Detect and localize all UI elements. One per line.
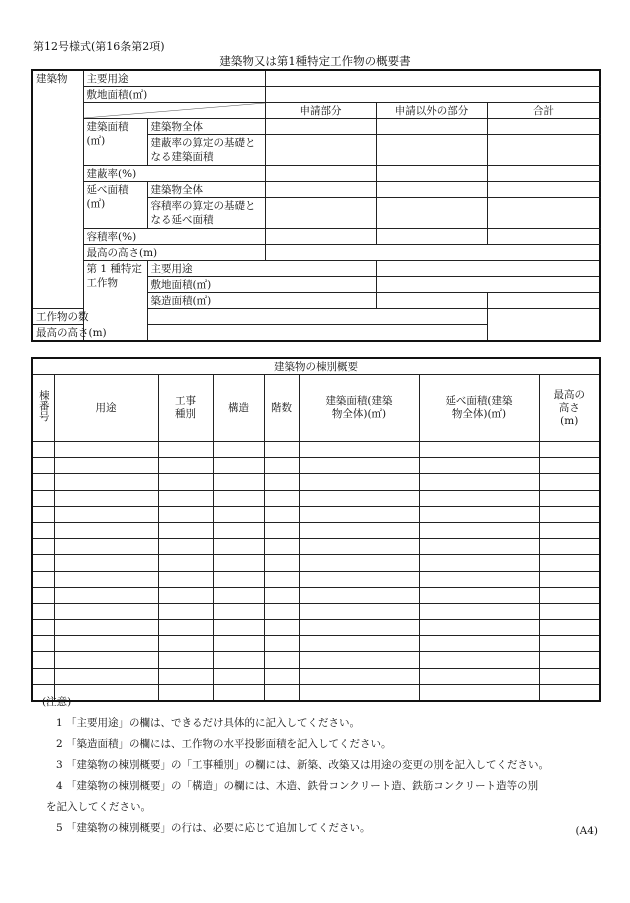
- detail-cell[interactable]: [158, 506, 213, 522]
- detail-cell[interactable]: [419, 442, 539, 458]
- coverage-ratio-label: 建蔽率(%): [83, 166, 265, 182]
- cell[interactable]: [487, 182, 600, 198]
- header-work-type: 工事種別: [158, 375, 213, 442]
- detail-cell[interactable]: [539, 603, 600, 619]
- structure-max-height-value[interactable]: [147, 325, 487, 342]
- detail-cell[interactable]: [419, 539, 539, 555]
- detail-cell[interactable]: [299, 571, 419, 587]
- detail-cell[interactable]: [264, 668, 299, 684]
- building-section-label: 建築物: [32, 70, 83, 309]
- detail-cell[interactable]: [54, 490, 158, 506]
- detail-cell[interactable]: [264, 458, 299, 474]
- detail-cell[interactable]: [32, 603, 54, 619]
- detail-row: [32, 522, 600, 538]
- whole-building-label: 建築物全体: [147, 119, 265, 135]
- detail-cell[interactable]: [419, 458, 539, 474]
- detail-cell[interactable]: [299, 668, 419, 684]
- detail-cell[interactable]: [54, 474, 158, 490]
- detail-cell[interactable]: [32, 636, 54, 652]
- detail-cell[interactable]: [32, 539, 54, 555]
- detail-cell[interactable]: [299, 539, 419, 555]
- detail-cell[interactable]: [158, 587, 213, 603]
- detail-cell[interactable]: [539, 571, 600, 587]
- detail-cell[interactable]: [539, 555, 600, 571]
- paper-size-label: (A4): [575, 825, 598, 837]
- cell[interactable]: [487, 119, 600, 135]
- col-total-header: 合計: [487, 103, 600, 119]
- detail-row: [32, 603, 600, 619]
- detail-row: [32, 636, 600, 652]
- detail-cell[interactable]: [539, 506, 600, 522]
- detail-cell[interactable]: [539, 490, 600, 506]
- document-title: 建築物又は第1種特定工作物の概要書: [219, 54, 411, 68]
- floor-area-label: [83, 182, 147, 229]
- detail-cell[interactable]: [419, 571, 539, 587]
- detail-cell[interactable]: [158, 603, 213, 619]
- detail-row: [32, 652, 600, 668]
- detail-cell[interactable]: [264, 652, 299, 668]
- detail-cell[interactable]: [419, 620, 539, 636]
- detail-cell[interactable]: [54, 458, 158, 474]
- cell[interactable]: [265, 119, 376, 135]
- detail-cell[interactable]: [32, 555, 54, 571]
- detail-cell[interactable]: [32, 587, 54, 603]
- whole-building-label-2: 建築物全体: [147, 182, 265, 198]
- cell[interactable]: [265, 198, 376, 229]
- site-area-label: 敷地面積(㎡): [83, 87, 265, 103]
- detail-cell[interactable]: [419, 603, 539, 619]
- detail-cell[interactable]: [539, 587, 600, 603]
- detail-cell[interactable]: [54, 506, 158, 522]
- detail-cell[interactable]: [158, 522, 213, 538]
- detail-cell[interactable]: [213, 668, 264, 684]
- detail-cell[interactable]: [539, 458, 600, 474]
- detail-cell[interactable]: [32, 652, 54, 668]
- detail-cell[interactable]: [158, 474, 213, 490]
- detail-cell[interactable]: [158, 668, 213, 684]
- detail-cell[interactable]: [539, 636, 600, 652]
- diagonal-blank-cell: [83, 103, 265, 119]
- construction-area-label: 築造面積(㎡): [147, 293, 376, 309]
- detail-cell[interactable]: [264, 490, 299, 506]
- detail-cell[interactable]: [54, 522, 158, 538]
- detail-cell[interactable]: [539, 442, 600, 458]
- structure-site-area-label: 敷地面積(㎡): [147, 277, 376, 293]
- detail-cell[interactable]: [264, 442, 299, 458]
- detail-cell[interactable]: [539, 652, 600, 668]
- detail-row: [32, 587, 600, 603]
- detail-cell[interactable]: [54, 636, 158, 652]
- detail-cell[interactable]: [158, 539, 213, 555]
- note-item: 4 「建築物の棟別概要」の「構造」の欄には、木造、鉄骨コンクリート造、鉄筋コンクリート造等の別: [56, 780, 539, 792]
- header-bldg-no-text: 棟番号: [37, 390, 50, 422]
- detail-cell[interactable]: [264, 603, 299, 619]
- detail-cell[interactable]: [213, 442, 264, 458]
- form-number: 第12号様式(第16条第2項): [33, 40, 165, 53]
- structure-section-label: 第 1 種特定工作物: [83, 261, 147, 342]
- detail-cell[interactable]: [158, 490, 213, 506]
- cell[interactable]: [487, 166, 600, 182]
- detail-cell[interactable]: [32, 442, 54, 458]
- detail-cell[interactable]: [54, 603, 158, 619]
- detail-cell[interactable]: [32, 668, 54, 684]
- coverage-base-area-label: 建蔽率の算定の基礎となる建築面積: [147, 135, 265, 166]
- detail-cell[interactable]: [419, 490, 539, 506]
- cell[interactable]: [376, 293, 487, 309]
- cell[interactable]: [487, 135, 600, 166]
- site-area-value[interactable]: [265, 87, 600, 103]
- detail-cell[interactable]: [419, 587, 539, 603]
- detail-row: [32, 442, 600, 458]
- cell[interactable]: [265, 182, 376, 198]
- structure-main-use-value[interactable]: [376, 261, 600, 277]
- note-item: 5 「建築物の棟別概要」の行は、必要に応じて追加してください。: [56, 822, 371, 834]
- header-floors: 階数: [264, 375, 299, 442]
- detail-cell[interactable]: [299, 458, 419, 474]
- detail-cell[interactable]: [299, 506, 419, 522]
- notes-heading: (注意): [42, 696, 72, 708]
- detail-cell[interactable]: [299, 522, 419, 538]
- detail-cell[interactable]: [299, 555, 419, 571]
- cell[interactable]: [376, 119, 487, 135]
- cell[interactable]: [265, 166, 376, 182]
- header-floor-area: 延べ面積(建築物全体)(㎡): [419, 375, 539, 442]
- detail-cell[interactable]: [213, 474, 264, 490]
- detail-row: [32, 474, 600, 490]
- col-other-header: 申請以外の部分: [376, 103, 487, 119]
- header-height: 最高の高さ(m): [539, 375, 600, 442]
- structure-count-label: 工作物の数: [32, 309, 147, 325]
- cell[interactable]: [265, 229, 376, 245]
- detail-cell[interactable]: [299, 587, 419, 603]
- header-bldg-no: [32, 375, 54, 442]
- detail-cell[interactable]: [264, 539, 299, 555]
- max-height-value[interactable]: [265, 245, 600, 261]
- detail-cell[interactable]: [158, 652, 213, 668]
- header-bldg-area: 建築面積(建築物全体)(㎡): [299, 375, 419, 442]
- detail-cell[interactable]: [419, 474, 539, 490]
- detail-cell[interactable]: [54, 442, 158, 458]
- detail-cell[interactable]: [539, 474, 600, 490]
- detail-cell[interactable]: [264, 587, 299, 603]
- detail-cell[interactable]: [264, 555, 299, 571]
- detail-cell[interactable]: [299, 652, 419, 668]
- structure-count-value[interactable]: [147, 309, 487, 325]
- cell[interactable]: [376, 182, 487, 198]
- detail-cell[interactable]: [32, 522, 54, 538]
- detail-cell[interactable]: [32, 474, 54, 490]
- structure-max-height-label: 最高の高さ(m): [32, 325, 147, 342]
- far-ratio-label: 容積率(%): [83, 229, 265, 245]
- detail-cell[interactable]: [32, 458, 54, 474]
- detail-table-title: 建築物の棟別概要: [32, 358, 600, 375]
- cell[interactable]: [376, 229, 487, 245]
- detail-cell[interactable]: [158, 555, 213, 571]
- detail-cell[interactable]: [539, 522, 600, 538]
- detail-cell[interactable]: [419, 506, 539, 522]
- note-item-continued: を記入してください。: [46, 801, 151, 813]
- detail-cell[interactable]: [54, 620, 158, 636]
- overview-table: [31, 69, 601, 342]
- header-structure: 構造: [213, 375, 264, 442]
- cell[interactable]: [376, 166, 487, 182]
- floor-area-unit: (㎡): [86, 198, 106, 210]
- detail-row: [32, 458, 600, 474]
- detail-cell[interactable]: [158, 571, 213, 587]
- detail-cell[interactable]: [213, 506, 264, 522]
- detail-cell[interactable]: [213, 522, 264, 538]
- detail-cell[interactable]: [213, 458, 264, 474]
- cell[interactable]: [487, 198, 600, 229]
- detail-cell[interactable]: [539, 668, 600, 684]
- detail-row: [32, 620, 600, 636]
- detail-cell[interactable]: [264, 522, 299, 538]
- detail-cell[interactable]: [419, 636, 539, 652]
- floor-area-text: 延べ面積: [86, 184, 129, 196]
- far-base-area-label: 容積率の算定の基礎となる延べ面積: [147, 198, 265, 229]
- detail-cell[interactable]: [213, 555, 264, 571]
- building-detail-table: [31, 357, 601, 702]
- detail-cell[interactable]: [419, 652, 539, 668]
- detail-cell[interactable]: [54, 668, 158, 684]
- detail-cell[interactable]: [299, 603, 419, 619]
- detail-row: [32, 571, 600, 587]
- detail-cell[interactable]: [213, 603, 264, 619]
- detail-cell[interactable]: [299, 620, 419, 636]
- detail-cell[interactable]: [264, 506, 299, 522]
- detail-row: [32, 668, 600, 684]
- detail-cell[interactable]: [54, 587, 158, 603]
- detail-cell[interactable]: [213, 587, 264, 603]
- detail-cell[interactable]: [213, 539, 264, 555]
- detail-cell[interactable]: [158, 458, 213, 474]
- building-area-label: [83, 119, 147, 166]
- detail-cell[interactable]: [32, 620, 54, 636]
- max-height-label: 最高の高さ(m): [83, 245, 265, 261]
- detail-cell[interactable]: [158, 620, 213, 636]
- detail-cell[interactable]: [299, 442, 419, 458]
- structure-main-use-label: 主要用途: [147, 261, 376, 277]
- detail-cell[interactable]: [54, 571, 158, 587]
- detail-row: [32, 539, 600, 555]
- detail-cell[interactable]: [213, 652, 264, 668]
- detail-cell[interactable]: [539, 620, 600, 636]
- diagonal-line: [84, 103, 265, 118]
- cell[interactable]: [487, 293, 600, 309]
- detail-cell[interactable]: [158, 636, 213, 652]
- detail-cell[interactable]: [264, 636, 299, 652]
- header-use: 用途: [54, 375, 158, 442]
- detail-cell[interactable]: [54, 652, 158, 668]
- detail-row: [32, 506, 600, 522]
- cell[interactable]: [376, 135, 487, 166]
- detail-cell[interactable]: [54, 555, 158, 571]
- detail-cell[interactable]: [299, 474, 419, 490]
- detail-cell[interactable]: [419, 555, 539, 571]
- detail-cell[interactable]: [158, 442, 213, 458]
- detail-cell[interactable]: [213, 620, 264, 636]
- note-item: 3 「建築物の棟別概要」の「工事種別」の欄には、新築、改築又は用途の変更の別を記入してください。: [56, 759, 550, 771]
- cell[interactable]: [487, 229, 600, 245]
- detail-row: [32, 490, 600, 506]
- detail-cell[interactable]: [419, 668, 539, 684]
- detail-cell[interactable]: [213, 571, 264, 587]
- cell[interactable]: [265, 135, 376, 166]
- detail-cell[interactable]: [32, 490, 54, 506]
- detail-cell[interactable]: [264, 474, 299, 490]
- building-area-text: 建築面積: [86, 121, 129, 133]
- col-applied-header: 申請部分: [265, 103, 376, 119]
- main-use-value[interactable]: [265, 70, 600, 87]
- detail-cell[interactable]: [419, 522, 539, 538]
- detail-row: [32, 555, 600, 571]
- building-area-unit: (㎡): [86, 135, 106, 147]
- detail-cell[interactable]: [539, 539, 600, 555]
- note-item: 1 「主要用途」の欄は、できるだけ具体的に記入してください。: [56, 717, 361, 729]
- note-item: 2 「築造面積」の欄には、工作物の水平投影面積を記入してください。: [56, 738, 392, 750]
- detail-body: [32, 442, 600, 702]
- detail-cell[interactable]: [213, 636, 264, 652]
- main-use-label: 主要用途: [83, 70, 265, 87]
- detail-cell[interactable]: [264, 571, 299, 587]
- detail-cell[interactable]: [54, 539, 158, 555]
- detail-cell[interactable]: [299, 490, 419, 506]
- detail-cell[interactable]: [264, 620, 299, 636]
- detail-cell[interactable]: [213, 490, 264, 506]
- structure-site-area-value[interactable]: [376, 277, 600, 293]
- notes-section: [42, 692, 612, 839]
- detail-cell[interactable]: [32, 571, 54, 587]
- detail-cell[interactable]: [32, 506, 54, 522]
- cell[interactable]: [376, 198, 487, 229]
- detail-cell[interactable]: [299, 636, 419, 652]
